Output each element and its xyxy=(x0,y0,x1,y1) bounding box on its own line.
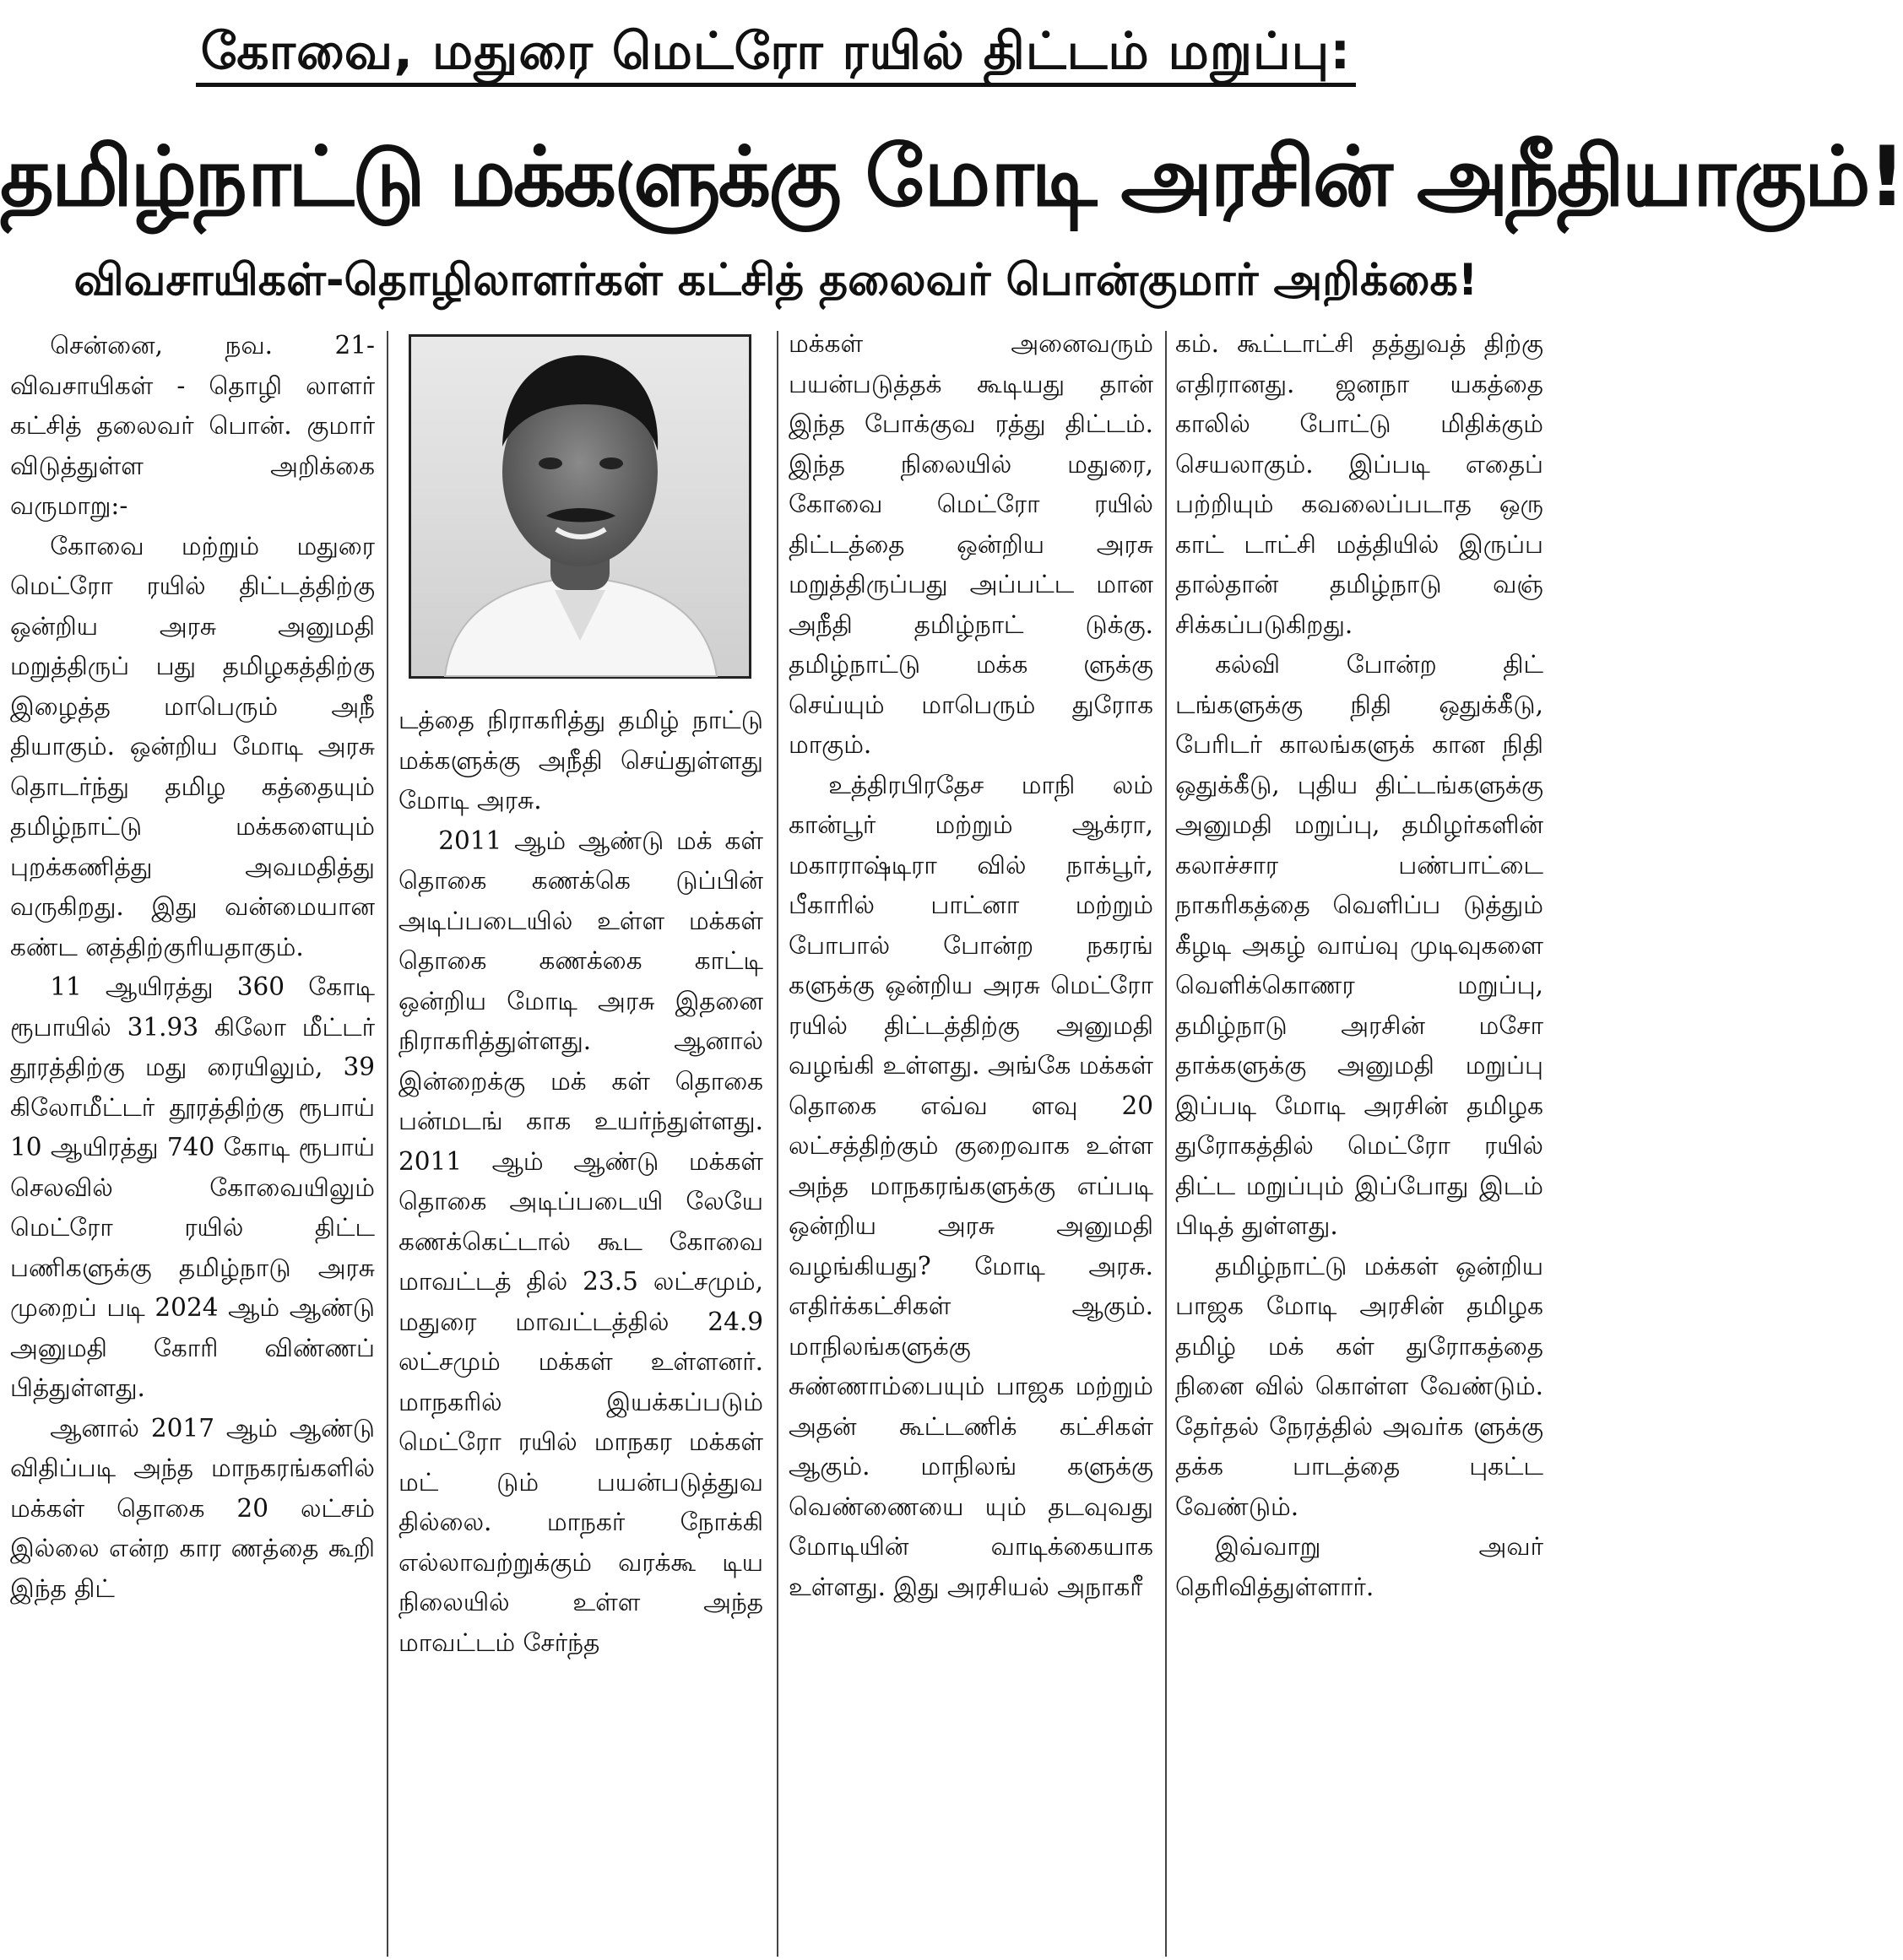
paragraph: ஆனால் 2017 ஆம் ஆண்டு விதிப்படி அந்த மாநகரங்களில் மக்கள் தொகை 20 லட்சம் இல்லை என்ற கார ணத்தை கூறி இந்த திட் xyxy=(10,1413,375,1603)
paragraph: தமிழ்நாட்டு மக்கள் ஒன்றிய பாஜக மோடி அரசின் தமிழக தமிழ் மக் கள் துரோகத்தை நினை வில் கொள்ள வேண்டும். தேர்தல் நேரத்தில் அவர்க ளுக்கு தக்க பாடத்தை புகட்ட வேண்டும். xyxy=(1175,1251,1543,1521)
paragraph: 2011 ஆம் ஆண்டு மக் கள் தொகை கணக்கெ டுப்பின் அடிப்படையில் உள்ள மக்கள் தொகை கணக்கை காட்டி ஒன்றிய மோடி அரசு இதனை நிராகரித்துள்ளது. ஆனால் இன்றைக்கு மக் கள் தொகை பன்மடங் காக உயர்ந்துள்ளது. 2011 ஆம் ஆண்டு மக்கள் தொகை அடிப்படையி லேயே கணக்கெட்டால் கூட கோவை மாவட்டத் தில் 23.5 லட்சமும், மதுரை மாவட்டத்தில் 24.9 லட்சமும் மக்கள் உள்ளனர். மாநகரில் இயக்கப்படும் மெட்ரோ ரயில் மாநகர மக்கள் மட் டும் பயன்படுத்துவ தில்லை. மாநகர் நோக்கி எல்லாவற்றுக்கும் வரக்கூ டிய நிலையில் உள்ள அந்த மாவட்டம் சேர்ந்த xyxy=(398,826,763,1657)
article-column-1 xyxy=(10,326,375,1955)
article-column-3 xyxy=(789,324,1153,1955)
paragraph: கம். கூட்டாட்சி தத்துவத் திற்கு எதிரானது. ஜனநா யகத்தை காலில் போட்டு மிதிக்கும் செயலாகும். இப்படி எதைப் பற்றியும் கவலைப்படாத ஒரு காட் டாட்சி மத்தியில் இருப்ப தால்தான் தமிழ்நாடு வஞ் சிக்கப்படுகிறது. xyxy=(1175,329,1543,639)
subheadline: விவசாயிகள்-தொழிலாளர்கள் கட்சித் தலைவர் பொன்குமார் அறிக்கை! xyxy=(73,255,1478,306)
portrait-photo xyxy=(409,334,751,679)
column-divider xyxy=(777,331,778,1957)
kicker-line xyxy=(0,15,1552,88)
article-column-4 xyxy=(1175,324,1543,1955)
portrait-photo-icon xyxy=(411,337,749,676)
paragraph: டத்தை நிராகரித்து தமிழ் நாட்டு மக்களுக்கு அநீதி செய்துள்ளது மோடி அரசு. xyxy=(398,706,763,815)
paragraph: இவ்வாறு அவர் தெரிவித்துள்ளார். xyxy=(1175,1532,1543,1601)
paragraph: சென்னை, நவ. 21- விவசாயிகள் - தொழி லாளர் கட்சித் தலைவர் பொன். குமார் விடுத்துள்ள அறிக்கை வருமாறு:- xyxy=(10,331,375,520)
paragraph: கல்வி போன்ற திட் டங்களுக்கு நிதி ஒதுக்கீடு, பேரிடர் காலங்களுக் கான நிதி ஒதுக்கீடு, புதிய திட்டங்களுக்கு அனுமதி மறுப்பு, தமிழர்களின் கலாச்சார பண்பாட்டை நாகரிகத்தை வெளிப்ப டுத்தும் கீழடி அகழ் வாய்வு முடிவுகளை வெளிக்கொணர மறுப்பு, தமிழ்நாடு அரசின் மசோ தாக்களுக்கு அனுமதி மறுப்பு இப்படி மோடி அரசின் தமிழக துரோகத்தில் மெட்ரோ ரயில் திட்ட மறுப்பும் இப்போது இடம் பிடித் துள்ளது. xyxy=(1175,650,1543,1240)
paragraph: 11 ஆயிரத்து 360 கோடி ரூபாயில் 31.93 கிலோ மீட்டர் தூரத்திற்கு மது ரையிலும், 39 கிலோமீட்டர் தூரத்திற்கு ரூபாய் 10 ஆயிரத்து 740 கோடி ரூபாய் செலவில் கோவையிலும் மெட்ரோ ரயில் திட்ட பணிகளுக்கு தமிழ்நாடு அரசு முறைப் படி 2024 ஆம் ஆண்டு அனுமதி கோரி விண்ணப் பித்துள்ளது. xyxy=(10,972,375,1402)
article-column-2 xyxy=(398,701,763,1955)
paragraph: கோவை மற்றும் மதுரை மெட்ரோ ரயில் திட்டத்திற்கு ஒன்றிய அரசு அனுமதி மறுத்திருப் பது தமிழகத்திற்கு இழைத்த மாபெரும் அநீ தியாகும். ஒன்றிய மோடி அரசு தொடர்ந்து தமிழ கத்தையும் தமிழ்நாட்டு மக்களையும் புறக்கணித்து அவமதித்து வருகிறது. இது வன்மையான கண்ட னத்திற்குரியதாகும். xyxy=(10,531,375,961)
paragraph: மக்கள் அனைவரும் பயன்படுத்தக் கூடியது தான் இந்த போக்குவ ரத்து திட்டம். இந்த நிலையில் மதுரை, கோவை மெட்ரோ ரயில் திட்டத்தை ஒன்றிய அரசு மறுத்திருப்பது அப்பட்ட மான அநீதி தமிழ்நாட் டுக்கு. தமிழ்நாட்டு மக்க ளுக்கு செய்யும் மாபெரும் துரோக மாகும். xyxy=(789,329,1153,759)
kicker-text: கோவை, மதுரை மெட்ரோ ரயில் திட்டம் மறுப்பு: xyxy=(196,22,1357,87)
paragraph: உத்திரபிரதேச மாநி லம் கான்பூர் மற்றும் ஆக்ரா, மகாராஷ்டிரா வில் நாக்பூர், பீகாரில் பாட்னா மற்றும் போபால் போன்ற நகரங் களுக்கு ஒன்றிய அரசு மெட்ரோ ரயில் திட்டத்திற்கு அனுமதி வழங்கி உள்ளது. அங்கே மக்கள் தொகை எவ்வ ளவு 20 லட்சத்திற்கும் குறைவாக உள்ள அந்த மாநகரங்களுக்கு எப்படி ஒன்றிய அரசு அனுமதி வழங்கியது? மோடி அரசு. எதிர்க்கட்சிகள் ஆகும். மாநிலங்களுக்கு சுண்ணாம்பையும் பாஜக மற்றும் அதன் கூட்டணிக் கட்சிகள் ஆகும். மாநிலங் களுக்கு வெண்ணையை யும் தடவுவது மோடியின் வாடிக்கையாக உள்ளது. இது அரசியல் அநாகரீ xyxy=(789,770,1153,1601)
headline: தமிழ்நாட்டு மக்களுக்கு மோடி அரசின் அநீதியாகும்! xyxy=(0,129,1903,225)
column-divider xyxy=(387,331,388,1957)
column-divider xyxy=(1165,331,1167,1957)
